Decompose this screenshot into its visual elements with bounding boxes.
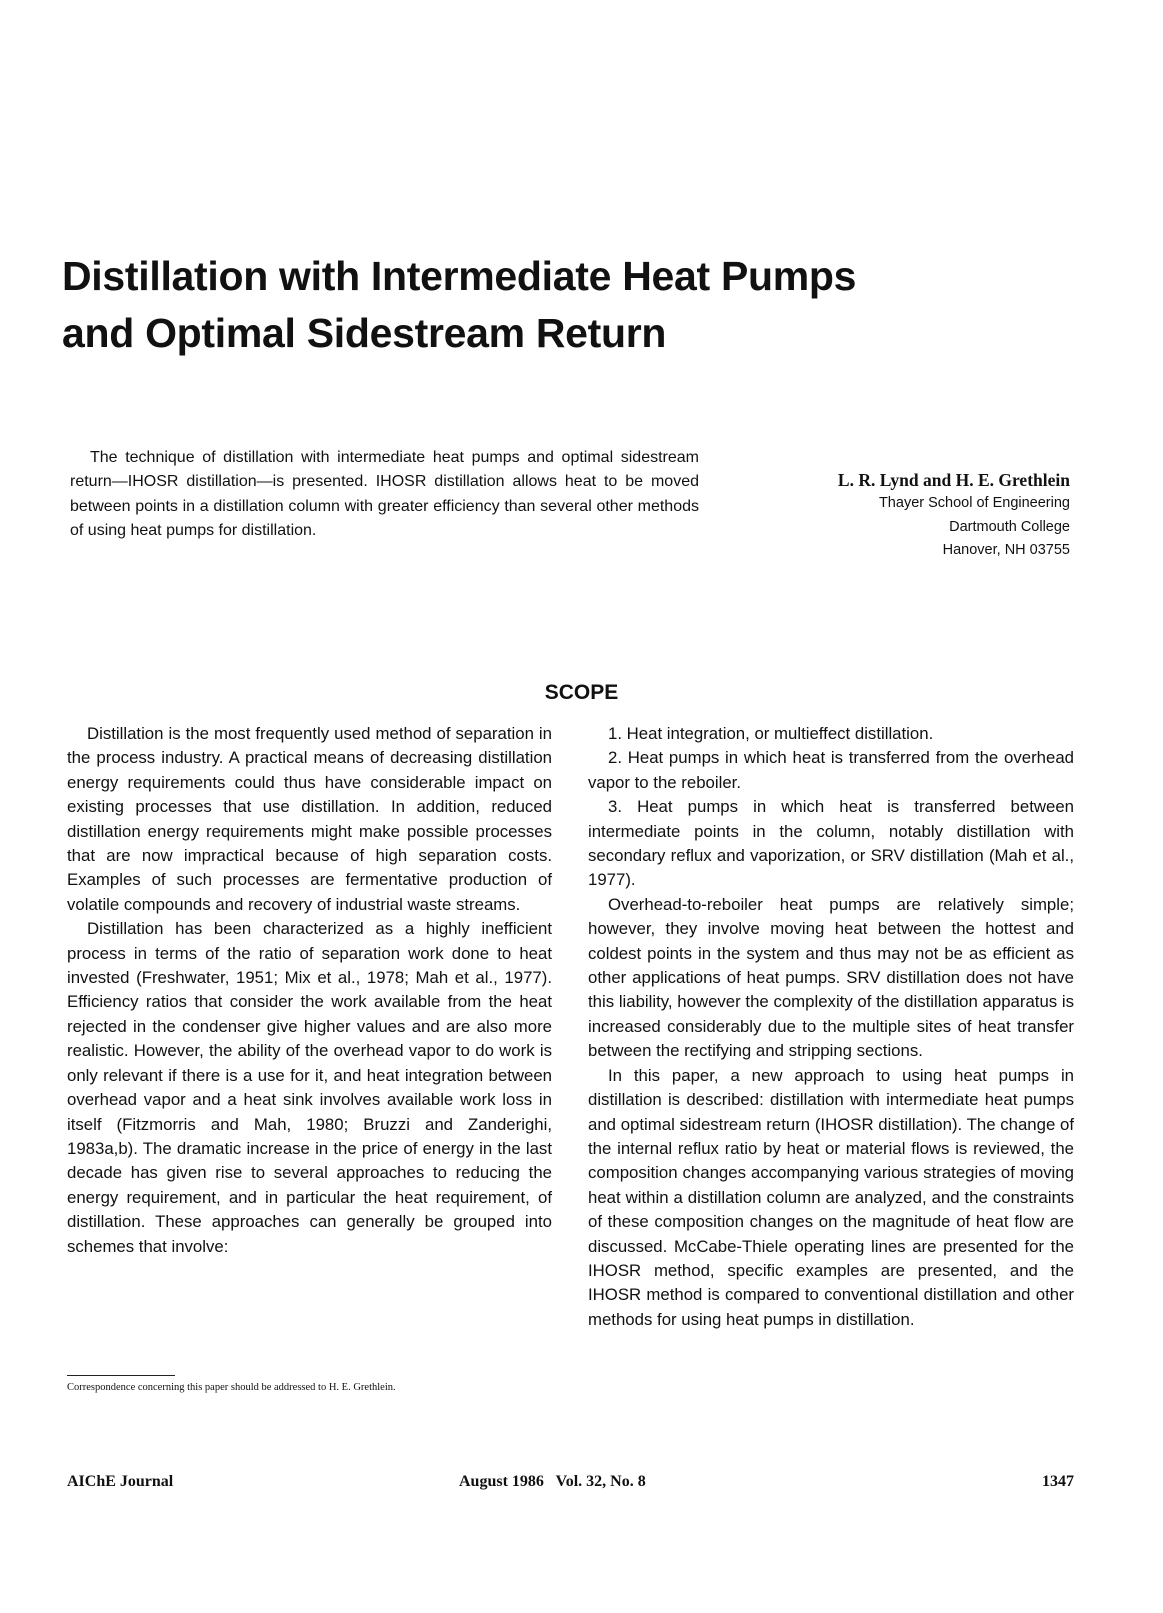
list-item: 1. Heat integration, or multieffect distillation. — [608, 724, 934, 743]
page-number: 1347 — [1042, 1473, 1074, 1490]
author-names: L. R. Lynd and H. E. Grethlein — [837, 470, 1070, 490]
paper-title — [62, 248, 1082, 362]
footer-journal-name: AIChE Journal — [67, 1473, 174, 1490]
page-footer — [67, 1470, 1074, 1494]
paragraph: Overhead-to-reboiler heat pumps are relatively simple; however, they involve moving heat between the hottest and coldest points in the system and thus may not be as efficient as other applications of heat pumps. SRV distillation does not have this liability, however the complexity of the distillation apparatus is increased considerably due to the multiple sites of heat transfer between the rectifying and stripping sections. — [588, 894, 1074, 1061]
list-item: 3. Heat pumps in which heat is transferred between intermediate points in the column, notably distillation with secondary reflux and vaporization, or SRV distillation (Mah et al., 1977). — [588, 797, 1074, 890]
affiliation-line: Hanover, NH 03755 — [942, 542, 1070, 558]
list-item: 2. Heat pumps in which heat is transferred from the overhead vapor to the reboiler. — [588, 748, 1074, 792]
paragraph: Distillation is the most frequently used method of separation in the process industry. A practical means of decreasing distillation energy requirements could thus have considerable impact on existing processes that use distillation. In addition, reduced distillation energy requirements might make possible processes that are now impractical because of high separation costs. Examples of such processes are fermentative production of volatile compounds and recovery of industrial waste streams. — [67, 724, 552, 914]
footnote-divider — [67, 1375, 175, 1376]
left-text-column — [67, 722, 552, 1259]
section-heading-scope: SCOPE — [544, 681, 619, 704]
paragraph: Distillation has been characterized as a highly inefficient process in terms of the ratio of separation work done to heat invested (Freshwater, 1951; Mix et al., 1978; Mah et al., 1977). Efficiency ratios that consider the work available from the heat rejected in the condenser give higher values and are also more realistic. However, the ability of the overhead vapor to do work is only relevant if there is a use for it, and heat integration between overhead vapor and a heat sink involves available work loss in itself (Fitzmorris and Mah, 1980; Bruzzi and Zanderighi, 1983a,b). The dramatic increase in the price of energy in the last decade has given rise to several approaches to reducing the energy requirement, and in particular the heat requirement, of distillation. These approaches can generally be grouped into schemes that involve: — [67, 919, 552, 1256]
paper-title-line-2: and Optimal Sidestream Return — [62, 310, 667, 356]
paper-title-line-1: Distillation with Intermediate Heat Pumps — [62, 253, 857, 299]
affiliation-line: Dartmouth College — [949, 518, 1070, 535]
abstract: The technique of distillation with intermediate heat pumps and optimal sidestream return—IHOSR distillation—is presented. IHOSR distillation allows heat to be moved between points in a distillation column with greater efficiency than several other methods of using heat pumps for distillation. — [70, 449, 699, 539]
footer-issue-info: August 1986 Vol. 32, No. 8 — [459, 1473, 646, 1490]
footnote: Correspondence concerning this paper should be addressed to H. E. Grethlein. — [67, 1382, 396, 1393]
affiliation-line: Thayer School of Engineering — [878, 495, 1070, 511]
paragraph: In this paper, a new approach to using heat pumps in distillation is described: distillation with intermediate heat pumps and optimal sidestream return (IHOSR distillation). The change of the internal reflux ratio by heat or material flows is reviewed, the composition changes accompanying various strategies of moving heat within a distillation column are analyzed, and the constraints of these composition changes on the magnitude of heat flow are discussed. McCabe-Thiele operating lines are presented for the IHOSR method, specific examples are presented, and the IHOSR method is compared to conventional distillation and other methods for using heat pumps in distillation. — [588, 1065, 1074, 1329]
right-text-column — [588, 722, 1074, 1332]
author-block — [838, 468, 1070, 563]
